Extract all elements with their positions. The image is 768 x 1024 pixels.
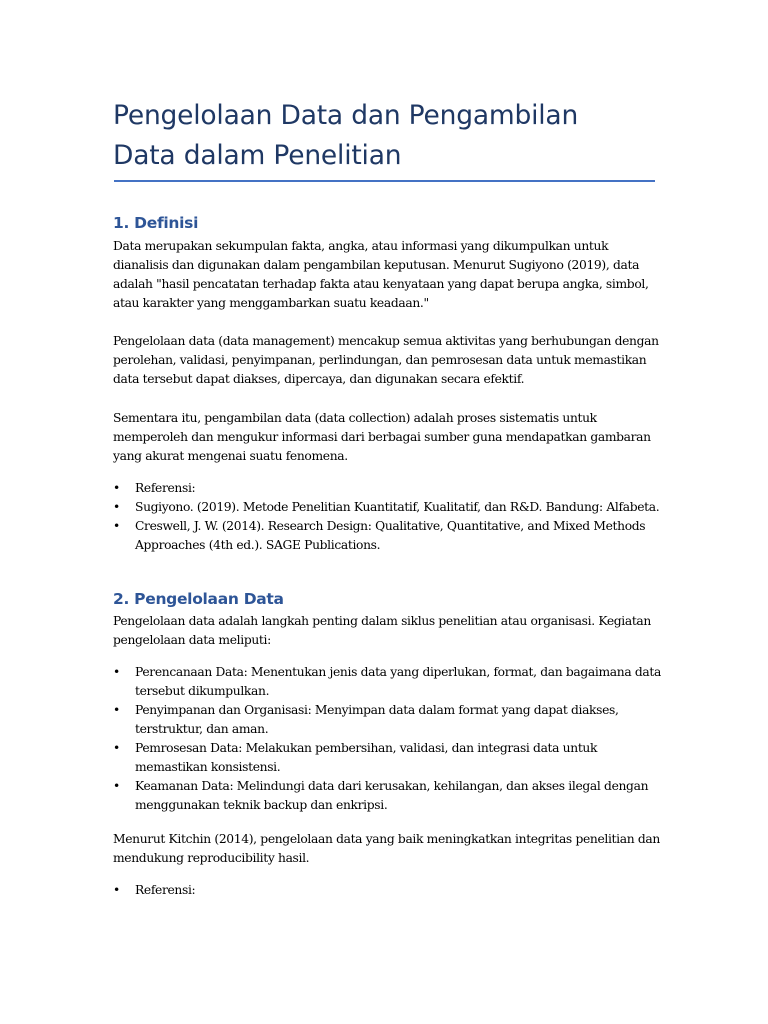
paragraph-kitchin xyxy=(113,830,673,868)
bullet-icon: • xyxy=(113,703,120,717)
text-line: Referensi: xyxy=(135,481,196,495)
text-line: Sementara itu, pengambilan data (data collection) adalah proses sistematis untuk xyxy=(113,411,597,425)
paragraph-data-management xyxy=(113,332,673,389)
list-item xyxy=(113,498,673,517)
list-item xyxy=(113,701,673,739)
text-line: memperoleh dan mengukur informasi dari berbagai sumber guna mendapatkan gambaran xyxy=(113,430,651,444)
text-line: atau karakter yang menggambarkan suatu keadaan." xyxy=(113,296,429,310)
text-line: menggunakan teknik backup dan enkripsi. xyxy=(135,798,388,812)
paragraph-definition xyxy=(113,237,673,313)
activity-list xyxy=(113,663,673,815)
text-line: adalah "hasil pencatatan terhadap fakta atau kenyataan yang dapat berupa angka, simbol, xyxy=(113,277,649,291)
bullet-icon: • xyxy=(113,665,120,679)
bullet-icon: • xyxy=(113,779,120,793)
bullet-icon: • xyxy=(113,883,120,897)
text-line: Pemrosesan Data: Melakukan pembersihan, validasi, dan integrasi data untuk xyxy=(135,741,598,755)
reference-list-1 xyxy=(113,479,673,555)
text-line: data tersebut dapat diakses, dipercaya, dan digunakan secara efektif. xyxy=(113,372,525,386)
title-underline xyxy=(114,180,655,182)
list-item xyxy=(113,739,673,777)
title-line: Pengelolaan Data dan Pengambilan xyxy=(113,100,579,131)
text-line: terstruktur, dan aman. xyxy=(135,722,269,736)
bullet-icon: • xyxy=(113,741,120,755)
text-line: Approaches (4th ed.). SAGE Publications. xyxy=(135,538,381,552)
text-line: Pengelolaan data adalah langkah penting dalam siklus penelitian atau organisasi. Kegiatan xyxy=(113,614,651,628)
reference-list-2 xyxy=(113,881,673,900)
text-line: Sugiyono. (2019). Metode Penelitian Kuantitatif, Kualitatif, dan R&D. Bandung: Alfabeta. xyxy=(135,500,660,514)
list-item xyxy=(113,881,673,900)
text-line: memastikan konsistensi. xyxy=(135,760,281,774)
text-line: Menurut Kitchin (2014), pengelolaan data yang baik meningkatkan integritas penelitian dan xyxy=(113,832,660,846)
text-line: Perencanaan Data: Menentukan jenis data yang diperlukan, format, dan bagaimana data xyxy=(135,665,661,679)
text-line: yang akurat mengenai suatu fenomena. xyxy=(113,449,348,463)
list-item xyxy=(113,517,673,555)
text-line: dianalisis dan digunakan dalam pengambilan keputusan. Menurut Sugiyono (2019), data xyxy=(113,258,640,272)
paragraph-data-collection xyxy=(113,409,673,466)
paragraph-pengelolaan-intro xyxy=(113,612,673,650)
bullet-icon: • xyxy=(113,500,120,514)
list-item xyxy=(113,777,673,815)
title-line: Data dalam Penelitian xyxy=(113,140,402,171)
document-title xyxy=(113,96,673,176)
text-line: pengelolaan data meliputi: xyxy=(113,633,271,647)
list-item xyxy=(113,663,673,701)
text-line: Data merupakan sekumpulan fakta, angka, atau informasi yang dikumpulkan untuk xyxy=(113,239,609,253)
section-heading-pengelolaan-data: 2. Pengelolaan Data xyxy=(113,590,284,608)
text-line: Keamanan Data: Melindungi data dari kerusakan, kehilangan, dan akses ilegal dengan xyxy=(135,779,649,793)
text-line: Pengelolaan data (data management) mencakup semua aktivitas yang berhubungan dengan xyxy=(113,334,659,348)
text-line: perolehan, validasi, penyimpanan, perlindungan, dan pemrosesan data untuk memastikan xyxy=(113,353,647,367)
text-line: tersebut dikumpulkan. xyxy=(135,684,270,698)
text-line: mendukung reproducibility hasil. xyxy=(113,851,310,865)
text-line: Referensi: xyxy=(135,883,196,897)
section-heading-definisi: 1. Definisi xyxy=(113,214,199,232)
text-line: Creswell, J. W. (2014). Research Design: Qualitative, Quantitative, and Mixed Methods xyxy=(135,519,646,533)
list-item xyxy=(113,479,673,498)
bullet-icon: • xyxy=(113,481,120,495)
text-line: Penyimpanan dan Organisasi: Menyimpan data dalam format yang dapat diakses, xyxy=(135,703,619,717)
bullet-icon: • xyxy=(113,519,120,533)
